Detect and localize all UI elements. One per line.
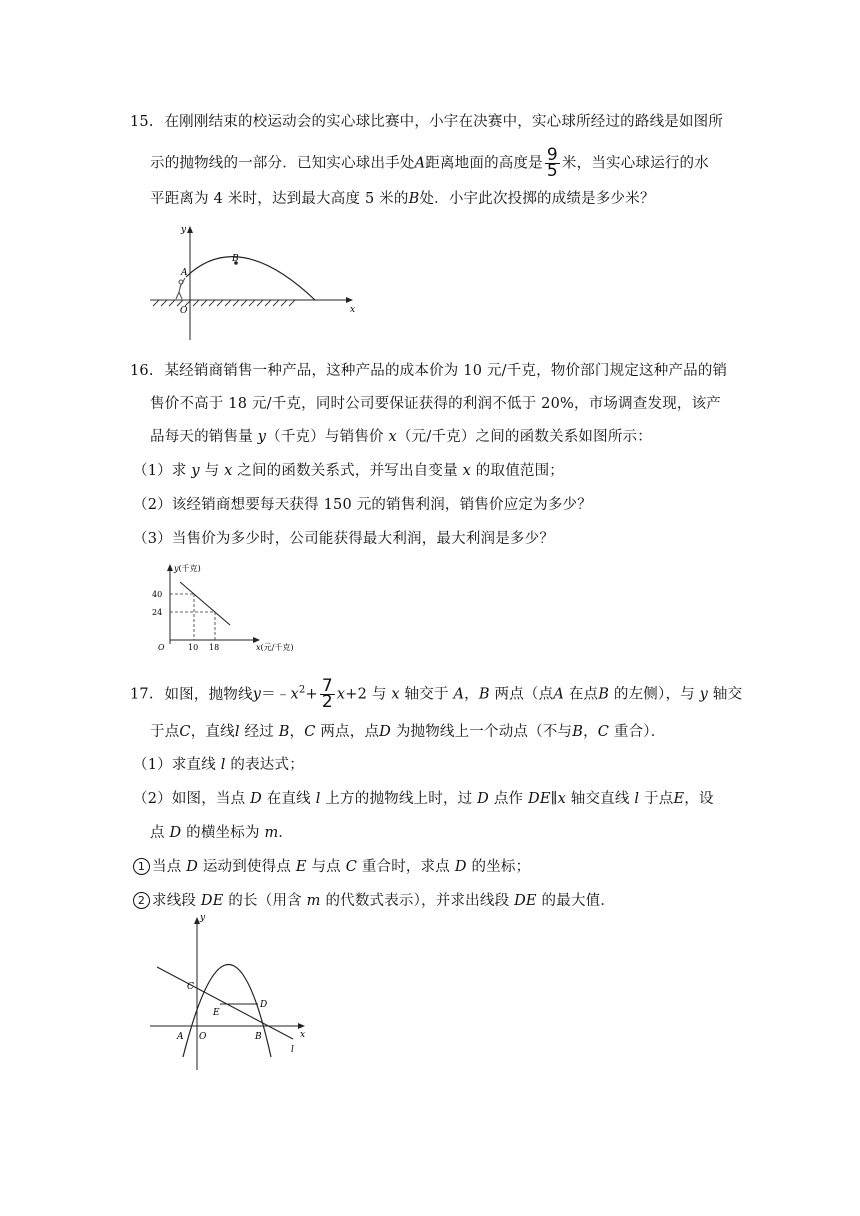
y-axis-label: y(千克) xyxy=(174,564,201,573)
p17-question-2-cont: 点 D 的横坐标为 m． xyxy=(150,825,294,841)
p17-line-1: 17. 如图，抛物线$y=﹣x^2+$ $\frac{7}{2}$ x+2 与 x 轴交于 A，B 两点（点A 在点B 的左侧），与 y 轴交 xyxy=(130,676,743,712)
point-d-label: D xyxy=(260,1000,268,1010)
problem-number: 15. xyxy=(130,114,154,130)
point-e-label: E xyxy=(213,1008,220,1018)
y-axis-label: y xyxy=(200,913,206,923)
problem-number: 16. xyxy=(130,363,154,379)
p16-line-1: 16. 某经销商销售一种产品，这种产品的成本价为 10 元/千克，物价部门规定这种产品的销 xyxy=(130,363,728,379)
p16-line-3: 品每天的销售量 y（千克）与销售价 x（元/千克）之间的函数关系如图所示： xyxy=(150,429,652,445)
p17-sub-2: 2 求线段 DE 的长（用含 m 的代数式表示），并求出线段 DE 的最大值． xyxy=(133,891,615,911)
p16-line-2: 售价不高于 18 元/千克，同时公司要保证获得的利润不低于 20%，市场调查发现，该产 xyxy=(150,396,721,412)
x-axis-label: x xyxy=(300,1030,306,1040)
p17-line-2: 于点C，直线l 经过 B，C 两点，点D 为抛物线上一个动点（不与B，C 重合）． xyxy=(150,724,666,740)
demand-line xyxy=(180,582,230,625)
p17-figure xyxy=(145,912,325,1074)
p15-line-2: 示的抛物线的一部分．已知实心球出手处A距离地面的高度是 $\frac{9}{5}$ 米，当实心球运行的水 xyxy=(150,145,709,181)
p15-text: 在刚刚结束的校运动会的实心球比赛中，小宇在决赛中，实心球所经过的路线是如图所 xyxy=(164,114,724,130)
fraction-7-2: $\frac{7}{2}$ xyxy=(321,676,333,712)
origin-label: O xyxy=(158,643,165,652)
x-tick-10: 10 xyxy=(188,643,199,652)
point-c-label: C xyxy=(187,982,194,992)
p17-sub-1: 1 当点 D 运动到使得点 E 与点 C 重合时，求点 D 的坐标； xyxy=(133,857,530,877)
parabola-curve xyxy=(183,965,271,1058)
circled-number-2: 2 xyxy=(133,892,150,909)
y-tick-24: 24 xyxy=(152,608,163,617)
p17-question-2: （2）如图，当点 D 在直线 l 上方的抛物线上时，过 D 点作 DE∥x 轴交直线 l 于点E，设 xyxy=(133,791,714,807)
p16-question-3: （3）当售价为多少时，公司能获得最大利润，最大利润是多少？ xyxy=(133,531,555,547)
p17-question-1: （1）求直线 l 的表达式； xyxy=(133,757,304,773)
p16-figure xyxy=(148,560,328,656)
p15-line-3: 平距离为 4 米时，达到最大高度 5 米的B处．小宇此次投掷的成绩是多少米？ xyxy=(150,191,655,207)
fraction-9-5: $\frac{9}{5}$ xyxy=(546,145,558,181)
x-axis-label: x xyxy=(350,305,356,315)
parabola-curve xyxy=(186,257,315,300)
origin-label: O xyxy=(180,306,188,316)
origin-label: O xyxy=(199,1032,207,1042)
point-a-label: A xyxy=(181,268,188,278)
line-l-label: l xyxy=(291,1045,294,1055)
x-axis-label: x(元/千克) xyxy=(256,643,294,652)
circled-number-1: 1 xyxy=(133,858,150,875)
y-tick-40: 40 xyxy=(152,590,163,599)
point-b-label: B xyxy=(255,1032,262,1042)
p16-question-1: （1）求 y 与 x 之间的函数关系式，并写出自变量 x 的取值范围； xyxy=(133,463,564,479)
p15-line-1 xyxy=(130,112,723,132)
line-l xyxy=(157,967,293,1039)
p15-figure xyxy=(145,222,365,344)
y-axis-label: y xyxy=(181,225,187,235)
problem-number: 17. xyxy=(130,686,154,703)
point-a-label: A xyxy=(177,1032,184,1042)
x-tick-18: 18 xyxy=(209,643,220,652)
thrower-figure xyxy=(176,278,185,299)
point-b-label: B xyxy=(232,254,239,264)
p16-question-2: （2）该经销商想要每天获得 150 元的销售利润，销售价应定为多少？ xyxy=(133,497,592,513)
